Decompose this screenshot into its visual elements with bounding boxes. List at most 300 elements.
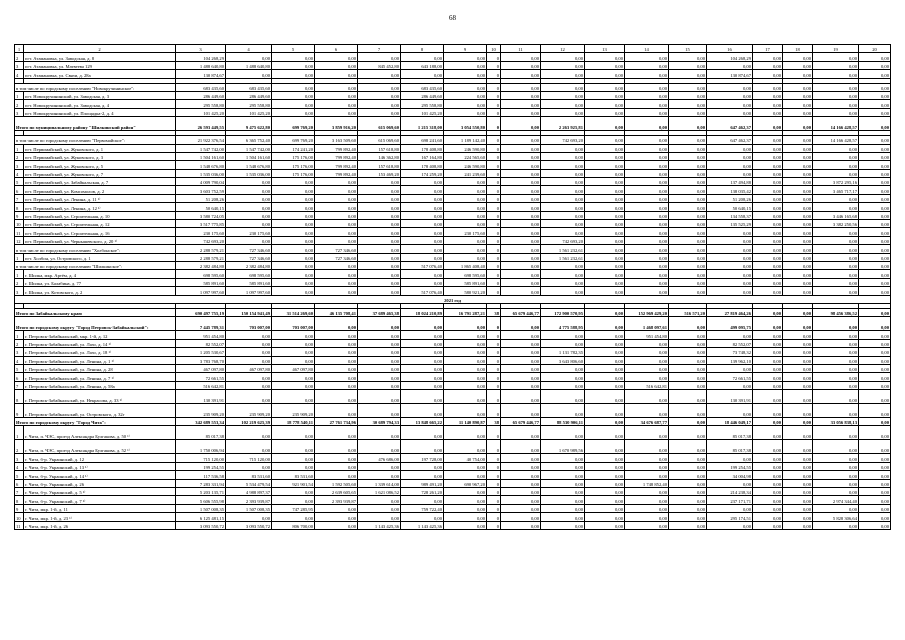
value-cell: 0,00 [358,381,401,389]
value-cell: 0,00 [272,203,315,211]
value-cell: 7 283 331,94 [176,479,226,487]
value-cell: 0 [487,161,501,169]
value-cell: 0,00 [753,203,783,211]
value-cell: 0,00 [859,348,891,356]
value-cell: 0,00 [272,228,315,236]
value-cell: 0,00 [585,488,625,496]
value-cell: 83 531,60 [272,471,315,479]
value-cell: 0,00 [444,521,487,529]
value-cell: 199 254,55 [176,462,226,470]
value-cell: 0,00 [358,53,401,61]
value-cell: 0,00 [541,220,585,228]
row-number: 1 [15,426,24,440]
row-number: 10 [15,220,24,228]
column-number-cell: 10 [487,45,501,53]
value-cell: 0,00 [753,136,783,144]
value-cell: 0,00 [753,390,783,404]
value-cell: 0,00 [401,373,444,381]
value-cell: 0,00 [501,144,541,152]
value-cell: 3 643 806,60 [541,356,585,364]
value-cell: 1 547 742,00 [226,144,272,152]
value-cell: 5 203 135,71 [176,488,226,496]
value-cell: 33 056 838,13 [813,418,859,426]
value-cell: 0,00 [585,61,625,69]
value-cell: 0,00 [358,178,401,186]
value-cell: 0,00 [541,194,585,202]
value-cell: 1 507 008,35 [176,504,226,512]
table-row [15,488,891,496]
value-cell: 0,00 [444,245,487,253]
value-cell: 0,00 [272,390,315,404]
value-cell: 0,00 [813,169,859,177]
value-cell: 0,00 [753,144,783,152]
value-cell: 0,00 [625,100,669,108]
value-cell: 0 [487,462,501,470]
value-cell: 1 561 232,61 [541,253,585,261]
value-cell: 585 891,60 [176,278,226,286]
value-cell: 0,00 [315,462,358,470]
value-cell: 295 558,80 [226,100,272,108]
value-cell: 0,00 [401,426,444,440]
value-cell: 1 488 640,80 [176,61,226,69]
value-cell: 698 595,60 [176,270,226,278]
value-cell: 65 679 446,77 [501,418,541,426]
column-number-cell: 17 [753,45,783,53]
value-cell: 167 164,80 [401,152,444,160]
value-cell: 3 580 724,05 [176,211,226,219]
value-cell: 615 069,60 [358,117,401,131]
value-cell: 152 969 429,20 [625,308,669,316]
value-cell: 0,00 [272,488,315,496]
register-table [14,44,891,530]
table-row [15,364,891,372]
value-cell: 0,00 [315,220,358,228]
value-cell: 295 558,80 [401,100,444,108]
address-cell: пгт. Новокручининский, ул. Заводская, д. 3 [24,91,176,99]
value-cell: 3 859 916,20 [315,117,358,131]
address-cell: г. Чита, б-р. Украинский, д. 14 ¹⁾ [24,471,176,479]
value-cell: 643 188,00 [401,61,444,69]
row-number: 3 [15,348,24,356]
value-cell: 0,00 [859,462,891,470]
value-cell: 0,00 [401,203,444,211]
value-cell: 0,00 [753,236,783,244]
row-number: 11 [15,521,24,529]
column-number-cell: 20 [859,45,891,53]
table-row [15,53,891,61]
address-cell: г. Петровск-Забайкальский, ул. Лазо, д. 14 ¹⁾ [24,339,176,347]
value-cell: 0,00 [813,488,859,496]
value-cell: 0,00 [272,373,315,381]
value-cell: 2 393 939,87 [226,496,272,504]
value-cell: 698 241,60 [401,136,444,144]
value-cell: 1 670 989,56 [541,440,585,454]
value-cell: 0,00 [859,203,891,211]
value-cell: 0,00 [625,169,669,177]
value-cell: 0,00 [753,70,783,78]
value-cell: 0,00 [358,186,401,194]
value-cell: 0,00 [501,169,541,177]
value-cell: 0,00 [501,108,541,116]
value-cell: 0,00 [859,152,891,160]
value-cell: 0 [487,390,501,404]
row-number: 2 [15,152,24,160]
value-cell: 0,00 [501,236,541,244]
value-cell: 0,00 [358,220,401,228]
value-cell: 0,00 [315,287,358,295]
value-cell: 0,00 [358,513,401,521]
value-cell: 0,00 [859,513,891,521]
value-cell: 0,00 [541,426,585,440]
value-cell: 0,00 [444,364,487,372]
value-cell: 0,00 [707,364,753,372]
value-cell: 0,00 [783,348,813,356]
value-cell: 0,00 [753,220,783,228]
value-cell: 0,00 [625,404,669,418]
value-cell: 0,00 [315,70,358,78]
value-cell: 0,00 [315,278,358,286]
value-cell: 0,00 [501,261,541,269]
address-cell: г. Чита, п. ЧЭС, проезд Александра Булгакова, д. 52 ¹⁾ [24,440,176,454]
value-cell: 0 [487,440,501,454]
value-cell: 5 828 306,64 [813,513,859,521]
value-cell: 0,00 [585,373,625,381]
value-cell: 27 819 464,26 [707,308,753,316]
value-cell: 0,00 [669,364,707,372]
value-cell: 0,00 [585,236,625,244]
value-cell: 0,00 [753,513,783,521]
value-cell: 0,00 [401,70,444,78]
value-cell: 3 783 768,70 [176,356,226,364]
value-cell: 0,00 [501,178,541,186]
value-cell: 703 007,00 [272,317,315,331]
value-cell: 0 [487,373,501,381]
value-cell: 0,00 [501,373,541,381]
value-cell: 0 [487,496,501,504]
value-cell: 0,00 [707,169,753,177]
value-cell: 0,00 [859,331,891,339]
value-cell: 0,00 [585,462,625,470]
value-cell: 0,00 [783,287,813,295]
value-cell: 0,00 [625,245,669,253]
value-cell: 0,00 [753,108,783,116]
value-cell: 0,00 [783,194,813,202]
row-number: 5 [15,471,24,479]
value-cell: 0,00 [813,339,859,347]
value-cell: 0,00 [813,108,859,116]
value-cell: 0,00 [501,496,541,504]
value-cell: 286 449,60 [226,91,272,99]
value-cell: 0,00 [859,440,891,454]
value-cell: 0,00 [358,228,401,236]
column-number-cell: 9 [444,45,487,53]
value-cell: 0,00 [753,462,783,470]
value-cell: 0,00 [501,426,541,440]
address-cell: г. Шилка, мкр. Артём, д. 4 [24,270,176,278]
value-cell: 0,00 [358,261,401,269]
value-cell: 0,00 [585,270,625,278]
value-cell: 0,00 [501,152,541,160]
value-cell: 0,00 [272,287,315,295]
value-cell: 0,00 [625,356,669,364]
value-cell: 0,00 [859,211,891,219]
address-cell: пгт. Первомайский, ул. Жуковского, д. 3 [24,152,176,160]
value-cell: 0,00 [358,270,401,278]
value-cell: 0,00 [315,186,358,194]
group-label: Итого по городскому округу "Город Петровск-Забайкальский": [15,317,176,331]
value-cell: 0,00 [625,83,669,91]
row-number: 3 [15,454,24,462]
value-cell: 0,00 [315,317,358,331]
value-cell: 3 446 165,68 [813,211,859,219]
value-cell: 727 346,60 [226,245,272,253]
value-cell: 157 618,80 [358,161,401,169]
value-cell: 0,00 [541,331,585,339]
value-cell: 0,00 [707,228,753,236]
value-cell: 0 [487,144,501,152]
value-cell: 0,00 [501,440,541,454]
value-cell: 0,00 [859,245,891,253]
table-row [15,504,891,512]
value-cell: 0,00 [625,203,669,211]
value-cell: 0,00 [753,521,783,529]
value-cell: 0,00 [541,178,585,186]
value-cell: 0,00 [783,117,813,131]
value-cell: 0,00 [625,108,669,116]
value-cell: 0,00 [783,471,813,479]
value-cell: 0,00 [753,418,783,426]
value-cell: 0,00 [813,253,859,261]
value-cell: 174 241,20 [272,144,315,152]
value-cell: 0,00 [783,61,813,69]
value-cell: 0,00 [859,496,891,504]
value-cell: 172 900 570,95 [541,308,585,316]
value-cell: 0 [487,169,501,177]
table-row [15,513,891,521]
value-cell: 246 590,80 [444,144,487,152]
row-number: 2 [15,278,24,286]
value-cell: 0,00 [272,496,315,504]
value-cell: 0,00 [444,220,487,228]
row-number: 2 [15,100,24,108]
value-cell: 0,00 [585,245,625,253]
value-cell: 0,00 [669,61,707,69]
value-cell: 0,00 [272,220,315,228]
value-cell: 951 454,80 [176,331,226,339]
value-cell: 0,00 [625,454,669,462]
value-cell: 0,00 [585,211,625,219]
column-number-cell: 1 [15,45,24,53]
value-cell: 0,00 [669,287,707,295]
value-cell: 0,00 [707,504,753,512]
value-cell: 34 676 687,77 [625,418,669,426]
value-cell: 0,00 [707,454,753,462]
value-cell: 0,00 [707,245,753,253]
value-cell: 0,00 [358,70,401,78]
value-cell: 4 775 588,95 [541,317,585,331]
value-cell: 0,00 [272,462,315,470]
value-cell: 2 393 939,87 [315,496,358,504]
value-cell: 0,00 [783,426,813,440]
value-cell: 0,00 [272,426,315,440]
value-cell: 1 488 640,80 [226,61,272,69]
value-cell: 0,00 [625,278,669,286]
value-cell: 0,00 [625,270,669,278]
value-cell: 0,00 [226,381,272,389]
value-cell: 0,00 [753,61,783,69]
table-row [15,390,891,404]
value-cell: 1 547 742,00 [176,144,226,152]
value-cell: 799 892,40 [315,161,358,169]
value-cell: 178 408,80 [401,161,444,169]
value-cell: 0,00 [358,317,401,331]
value-cell: 0,00 [625,426,669,440]
value-cell: 135 525,29 [707,220,753,228]
value-cell: 0,00 [226,390,272,404]
subtotal-row [15,245,891,253]
value-cell: 0,00 [315,440,358,454]
value-cell: 0,00 [501,100,541,108]
value-cell: 0 [487,203,501,211]
row-number: 4 [15,356,24,364]
value-cell: 0,00 [226,426,272,440]
value-cell: 0,00 [813,462,859,470]
table-row [15,228,891,236]
value-cell: 0,00 [358,404,401,418]
address-cell: г. Петровск-Забайкальский, ул. Островского, д. 32г [24,404,176,418]
column-number-cell: 11 [501,45,541,53]
address-cell: г. Петровск-Забайкальский, ул. Ленина, д. 1 ¹⁾ [24,356,176,364]
value-cell: 0,00 [859,100,891,108]
value-cell: 101 425,20 [226,108,272,116]
value-cell: 516 571,20 [669,308,707,316]
value-cell: 0,00 [358,364,401,372]
value-cell: 0,00 [315,513,358,521]
value-cell: 0,00 [585,426,625,440]
row-number: 11 [15,228,24,236]
address-cell: г. Чита, б-р. Украинский, д. 13 ¹⁾ [24,462,176,470]
value-cell: 0,00 [813,270,859,278]
value-cell: 0,00 [813,356,859,364]
value-cell: 0,00 [753,117,783,131]
value-cell: 0,00 [501,390,541,404]
value-cell: 3 054 550,80 [444,117,487,131]
value-cell: 0,00 [501,70,541,78]
value-cell: 0,00 [669,236,707,244]
value-cell: 0,00 [541,161,585,169]
address-cell: г. Чита, мкр. 1-й, д. 11 [24,504,176,512]
value-cell: 0 [487,278,501,286]
value-cell: 0,00 [753,152,783,160]
address-cell: г. Петровск-Забайкальский, ул. Ленина, д. 28 [24,364,176,372]
value-cell: 0,00 [585,70,625,78]
value-cell: 2 382 484,80 [176,261,226,269]
value-cell: 0,00 [669,331,707,339]
value-cell: 699 769,20 [272,136,315,144]
address-cell: г. Чита, б-р. Украинский, д. 26 [24,479,176,487]
value-cell: 1 097 997,60 [226,287,272,295]
value-cell: 0,00 [541,390,585,404]
value-cell: 0,00 [753,348,783,356]
value-cell: 0,00 [783,364,813,372]
value-cell: 11 140 890,87 [444,418,487,426]
value-cell: 0 [487,381,501,389]
value-cell: 9 475 622,80 [226,117,272,131]
value-cell: 0,00 [669,70,707,78]
value-cell: 0,00 [501,317,541,331]
value-cell: 742 693,20 [541,236,585,244]
value-cell: 0,00 [813,331,859,339]
value-cell: 0,00 [669,169,707,177]
value-cell: 0,00 [753,440,783,454]
value-cell: 0,00 [669,91,707,99]
value-cell: 0,00 [501,203,541,211]
value-cell: 0 [487,513,501,521]
value-cell: 0,00 [585,178,625,186]
value-cell: 0,00 [401,278,444,286]
value-cell: 0,00 [444,426,487,440]
value-cell: 703 007,00 [226,317,272,331]
value-cell: 0,00 [783,91,813,99]
row-number: 8 [15,203,24,211]
value-cell: 0,00 [783,270,813,278]
value-cell: 517 076,40 [401,261,444,269]
value-cell: 0,00 [783,136,813,144]
value-cell: 1 143 425,36 [358,521,401,529]
value-cell: 516 642,81 [176,381,226,389]
table-row [15,220,891,228]
address-cell: г. Шилка, ул. Балабина, д. 77 [24,278,176,286]
address-cell: г. Шилка, ул. Котовского, д. 2 [24,287,176,295]
value-cell: 0,00 [401,440,444,454]
value-cell: 0,00 [707,270,753,278]
value-cell: 0,00 [813,426,859,440]
value-cell: 0,00 [272,91,315,99]
table-row [15,373,891,381]
value-cell: 0,00 [707,161,753,169]
table-row [15,287,891,295]
value-cell: 0,00 [401,253,444,261]
value-cell: 0,00 [585,253,625,261]
value-cell: 98 456 386,52 [813,308,859,316]
row-number: 7 [15,194,24,202]
value-cell: 0,00 [585,83,625,91]
value-cell: 1 548 676,80 [176,161,226,169]
table-row [15,203,891,211]
value-cell: 0,00 [541,479,585,487]
value-cell: 0,00 [541,203,585,211]
value-cell: 0,00 [358,471,401,479]
value-cell: 237 171,71 [707,496,753,504]
value-cell: 1 205 530,67 [176,348,226,356]
value-cell: 585 891,60 [226,278,272,286]
row-number: 1 [15,331,24,339]
value-cell: 65 679 446,77 [501,308,541,316]
value-cell: 18 024 210,89 [401,308,444,316]
column-number-cell: 16 [707,45,753,53]
row-number: 5 [15,178,24,186]
value-cell: 0,00 [783,261,813,269]
subtotal-row [15,261,891,269]
value-cell: 0 [487,100,501,108]
table-row [15,108,891,116]
table-row [15,426,891,440]
value-cell: 1 189 142,40 [444,136,487,144]
value-cell: 0,00 [272,278,315,286]
value-cell: 0,00 [444,488,487,496]
value-cell: 0 [487,220,501,228]
value-cell: 0,00 [813,161,859,169]
